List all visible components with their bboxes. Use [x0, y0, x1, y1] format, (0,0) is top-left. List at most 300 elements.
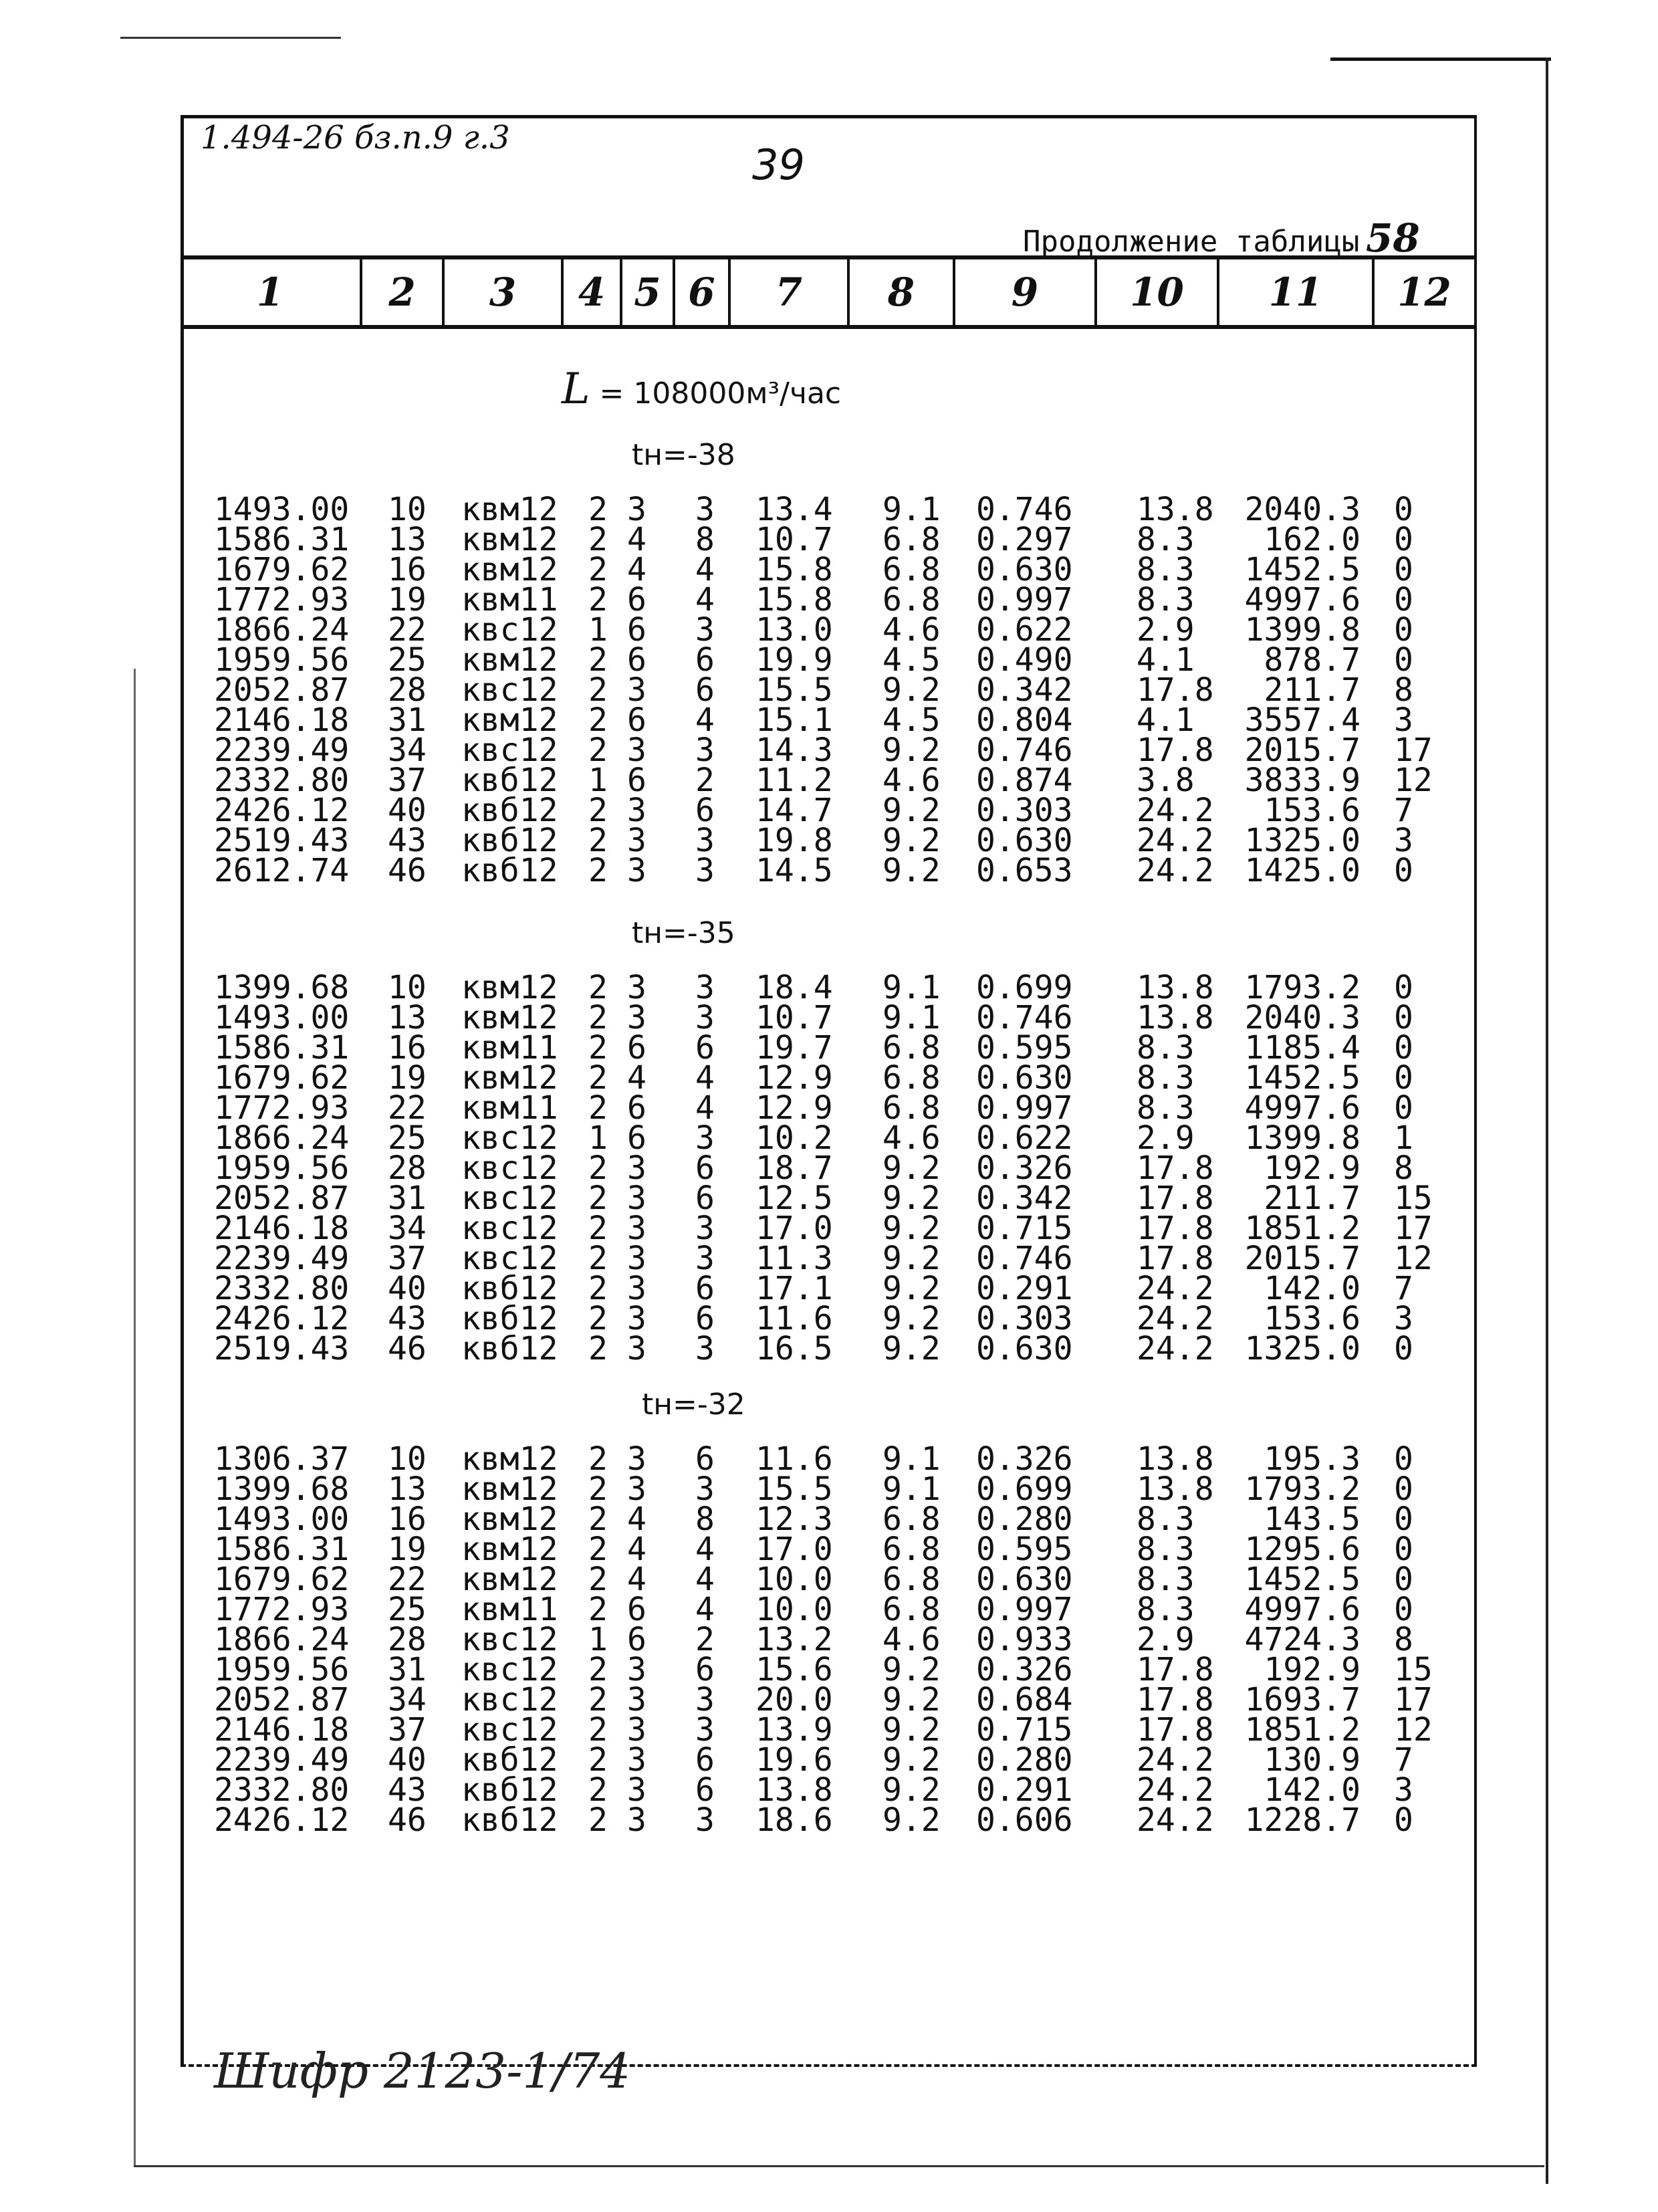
table-cell: 1399.8: [1244, 611, 1360, 649]
table-cell: 4: [695, 1591, 715, 1628]
table-cell: 9.2: [882, 1801, 941, 1839]
table-cell: 2015.7: [1244, 1240, 1360, 1277]
table-cell: 3: [627, 1210, 646, 1247]
table-cell: 1: [588, 1119, 608, 1157]
table-cell: 17.0: [755, 1531, 833, 1568]
table-cell: 1851.2: [1244, 1210, 1360, 1247]
table-cell: квс12: [461, 1149, 558, 1187]
section-label: tн=-35: [632, 916, 735, 950]
table-cell: 37: [388, 1711, 427, 1749]
table-cell: 0.997: [976, 581, 1073, 619]
table-cell: 2: [588, 852, 608, 889]
table-cell: 9.2: [882, 1771, 941, 1809]
table-cell: 0.280: [976, 1741, 1073, 1779]
table-cell: 142.0: [1264, 1771, 1360, 1809]
table-cell: 2: [588, 1300, 608, 1337]
table-cell: 6: [627, 611, 646, 649]
table-cell: 153.6: [1264, 1300, 1360, 1337]
column-header: 2: [362, 259, 445, 325]
table-cell: квм11: [461, 1029, 558, 1067]
table-cell: 9.2: [882, 1741, 941, 1779]
column-header: 7: [731, 259, 850, 325]
table-cell: 4: [695, 551, 715, 588]
table-cell: 17: [1394, 732, 1433, 769]
table-cell: 6: [627, 581, 646, 619]
table-cell: 10: [388, 1440, 427, 1478]
table-cell: 1772.93: [214, 1089, 350, 1127]
table-cell: 1325.0: [1244, 1330, 1360, 1367]
table-cell: 9.1: [882, 999, 941, 1036]
table-cell: квм12: [461, 551, 558, 588]
table-cell: 1306.37: [214, 1440, 350, 1478]
continuation-label: Продолжение таблицы: [1023, 225, 1360, 259]
table-cell: 0: [1394, 551, 1413, 588]
table-cell: 8.3: [1137, 1059, 1195, 1097]
table-cell: 6: [695, 1029, 715, 1067]
table-cell: квб12: [461, 1300, 558, 1337]
table-cell: 12: [1394, 1711, 1433, 1749]
table-cell: 13.9: [755, 1711, 833, 1749]
table-cell: 2146.18: [214, 1210, 350, 1247]
table-cell: квм12: [461, 969, 558, 1006]
table-cell: 0.622: [976, 1119, 1073, 1157]
table-cell: 8: [1394, 671, 1413, 709]
table-cell: 6: [695, 1741, 715, 1779]
column-header: 3: [445, 259, 564, 325]
table-cell: 6.8: [882, 1531, 941, 1568]
table-cell: 3: [695, 1470, 715, 1508]
table-cell: 0: [1394, 1531, 1413, 1568]
table-cell: 0.291: [976, 1270, 1073, 1307]
table-cell: 1851.2: [1244, 1711, 1360, 1749]
table-cell: 25: [388, 1119, 427, 1157]
table-cell: 2: [695, 762, 715, 799]
table-cell: 24.2: [1137, 1270, 1214, 1307]
table-cell: 8.3: [1137, 1089, 1195, 1127]
table-cell: 2: [588, 1089, 608, 1127]
table-cell: 2052.87: [214, 1180, 350, 1217]
table-cell: 13: [388, 521, 427, 558]
table-cell: 4997.6: [1244, 1089, 1360, 1127]
table-cell: 3: [695, 1119, 715, 1157]
table-cell: 2: [588, 1501, 608, 1538]
table-cell: 11.2: [755, 762, 833, 799]
table-cell: 0.342: [976, 1180, 1073, 1217]
table-cell: 0.630: [976, 1330, 1073, 1367]
table-cell: 3: [695, 1801, 715, 1839]
table-cell: 18.4: [755, 969, 833, 1006]
table-cell: 2239.49: [214, 1240, 350, 1277]
table-cell: 195.3: [1264, 1440, 1360, 1478]
table-cell: квс12: [461, 1621, 558, 1658]
table-cell: 14.5: [755, 852, 833, 889]
table-cell: 0.684: [976, 1681, 1073, 1719]
table-cell: 2: [588, 1531, 608, 1568]
table-cell: 3: [1394, 822, 1413, 859]
table-cell: квм11: [461, 1089, 558, 1127]
table-cell: 3: [695, 491, 715, 528]
table-cell: 0: [1394, 999, 1413, 1036]
table-cell: 2: [588, 1180, 608, 1217]
table-cell: квб12: [461, 792, 558, 829]
table-cell: 15: [1394, 1180, 1433, 1217]
table-cell: 6: [695, 671, 715, 709]
table-cell: 6.8: [882, 551, 941, 588]
table-cell: 1493.00: [214, 999, 350, 1036]
table-cell: 0.280: [976, 1501, 1073, 1538]
table-cell: 6: [627, 1089, 646, 1127]
table-cell: 40: [388, 1741, 427, 1779]
table-cell: 4997.6: [1244, 1591, 1360, 1628]
table-cell: 6.8: [882, 1591, 941, 1628]
table-cell: 0.997: [976, 1089, 1073, 1127]
table-cell: 1295.6: [1244, 1531, 1360, 1568]
right-edge-line: [1546, 58, 1548, 2184]
table-cell: 4724.3: [1244, 1621, 1360, 1658]
table-cell: 18.7: [755, 1149, 833, 1187]
table-cell: 1693.7: [1244, 1681, 1360, 1719]
table-cell: 7: [1394, 1270, 1413, 1307]
table-cell: 3557.4: [1244, 701, 1360, 739]
table-cell: 1452.5: [1244, 1059, 1360, 1097]
table-cell: 0: [1394, 521, 1413, 558]
table-cell: 24.2: [1137, 1801, 1214, 1839]
table-cell: 4: [627, 1501, 646, 1538]
table-cell: 3: [695, 1240, 715, 1277]
table-cell: 3: [627, 792, 646, 829]
table-cell: 2: [588, 1240, 608, 1277]
table-cell: 8: [695, 1501, 715, 1538]
table-cell: 2: [588, 1651, 608, 1688]
table-cell: 2: [588, 822, 608, 859]
table-cell: 0.303: [976, 1300, 1073, 1337]
table-cell: 6: [695, 641, 715, 679]
table-cell: 9.2: [882, 822, 941, 859]
table-cell: 3: [695, 1681, 715, 1719]
table-cell: 0.291: [976, 1771, 1073, 1809]
table-cell: 8.3: [1137, 551, 1195, 588]
table-cell: 3.8: [1137, 762, 1195, 799]
table-cell: 43: [388, 822, 427, 859]
table-cell: 4: [695, 581, 715, 619]
table-cell: 13.8: [1137, 999, 1214, 1036]
table-cell: 15.6: [755, 1651, 833, 1688]
table-cell: 0.326: [976, 1149, 1073, 1187]
table-cell: 0.342: [976, 671, 1073, 709]
table-cell: 211.7: [1264, 1180, 1360, 1217]
table-cell: квб12: [461, 822, 558, 859]
table-cell: 8: [1394, 1149, 1413, 1187]
table-cell: 2: [588, 641, 608, 679]
table-cell: 4: [695, 701, 715, 739]
table-cell: 2040.3: [1244, 999, 1360, 1036]
table-cell: 1793.2: [1244, 969, 1360, 1006]
table-cell: 0: [1394, 1561, 1413, 1598]
table-cell: 2: [588, 999, 608, 1036]
table-cell: квм12: [461, 1059, 558, 1097]
table-cell: 9.2: [882, 1270, 941, 1307]
table-cell: 1586.31: [214, 521, 350, 558]
table-cell: 0.606: [976, 1801, 1073, 1839]
table-cell: 4: [695, 1059, 715, 1097]
table-cell: 0.746: [976, 491, 1073, 528]
table-cell: 2: [588, 1149, 608, 1187]
table-cell: 1325.0: [1244, 822, 1360, 859]
table-cell: 17.8: [1137, 1711, 1214, 1749]
table-cell: 0: [1394, 852, 1413, 889]
table-cell: 3: [627, 1470, 646, 1508]
table-cell: 4.1: [1137, 701, 1195, 739]
table-cell: 0.804: [976, 701, 1073, 739]
table-cell: 3: [695, 1711, 715, 1749]
table-cell: квс12: [461, 732, 558, 769]
table-cell: 2015.7: [1244, 732, 1360, 769]
table-cell: 46: [388, 1330, 427, 1367]
table-cell: 1866.24: [214, 611, 350, 649]
table-cell: квм12: [461, 999, 558, 1036]
table-cell: квб12: [461, 1801, 558, 1839]
table-cell: 3: [695, 999, 715, 1036]
table-cell: 2: [588, 1330, 608, 1367]
table-cell: 9.2: [882, 1300, 941, 1337]
table-cell: 1452.5: [1244, 1561, 1360, 1598]
table-cell: 19.7: [755, 1029, 833, 1067]
section-label: tн=-32: [642, 1388, 745, 1422]
table-cell: 0: [1394, 611, 1413, 649]
table-cell: 0: [1394, 1801, 1413, 1839]
table-cell: 10: [388, 491, 427, 528]
table-cell: 6: [627, 762, 646, 799]
table-cell: 0: [1394, 1591, 1413, 1628]
table-cell: 2332.80: [214, 1270, 350, 1307]
table-cell: квс12: [461, 1651, 558, 1688]
formula-value: = 108000м³/час: [599, 376, 842, 411]
table-cell: 8.3: [1137, 1501, 1195, 1538]
table-cell: 3: [695, 852, 715, 889]
table-cell: 3: [695, 1210, 715, 1247]
table-cell: 0.630: [976, 1059, 1073, 1097]
table-cell: 9.1: [882, 1440, 941, 1478]
table-cell: 1: [588, 611, 608, 649]
table-cell: 22: [388, 611, 427, 649]
table-cell: 12.3: [755, 1501, 833, 1538]
table-cell: 1399.68: [214, 969, 350, 1006]
table-cell: 13.8: [1137, 1440, 1214, 1478]
table-cell: 17.8: [1137, 671, 1214, 709]
formula-symbol: L: [562, 364, 590, 414]
table-cell: 2.9: [1137, 611, 1195, 649]
table-cell: 1959.56: [214, 641, 350, 679]
table-cell: 6: [627, 1029, 646, 1067]
table-cell: 22: [388, 1561, 427, 1598]
table-cell: 1185.4: [1244, 1029, 1360, 1067]
table-cell: квс12: [461, 671, 558, 709]
table-cell: 2146.18: [214, 701, 350, 739]
table-cell: 0: [1394, 581, 1413, 619]
table-cell: 9.2: [882, 1210, 941, 1247]
table-cell: 19.6: [755, 1741, 833, 1779]
table-cell: 0.715: [976, 1210, 1073, 1247]
table-cell: 1: [1394, 1119, 1413, 1157]
table-cell: 1586.31: [214, 1029, 350, 1067]
table-cell: 11.6: [755, 1440, 833, 1478]
table-cell: 10.2: [755, 1119, 833, 1157]
table-cell: 2: [588, 1681, 608, 1719]
table-cell: 1679.62: [214, 551, 350, 588]
table-cell: 9.2: [882, 1180, 941, 1217]
table-cell: 2: [588, 1270, 608, 1307]
table-cell: 1425.0: [1244, 852, 1360, 889]
table-cell: 1772.93: [214, 1591, 350, 1628]
flow-rate-formula: [562, 364, 841, 414]
table-cell: 13.8: [755, 1771, 833, 1809]
table-cell: 0.933: [976, 1621, 1073, 1658]
table-cell: 17.0: [755, 1210, 833, 1247]
table-cell: 2: [588, 1440, 608, 1478]
table-cell: квм12: [461, 1470, 558, 1508]
table-cell: 4.1: [1137, 641, 1195, 679]
table-cell: 2: [588, 491, 608, 528]
table-cell: 3: [627, 1270, 646, 1307]
column-header-row: [181, 255, 1474, 329]
table-cell: 1772.93: [214, 581, 350, 619]
table-cell: 13.8: [1137, 1470, 1214, 1508]
column-header: 8: [850, 259, 955, 325]
table-cell: 13.8: [1137, 969, 1214, 1006]
table-cell: 0: [1394, 1029, 1413, 1067]
table-cell: 2332.80: [214, 762, 350, 799]
table-cell: 142.0: [1264, 1270, 1360, 1307]
table-cell: 192.9: [1264, 1149, 1360, 1187]
table-cell: 24.2: [1137, 1771, 1214, 1809]
table-cell: 10: [388, 969, 427, 1006]
table-cell: 2: [588, 792, 608, 829]
table-cell: 19: [388, 1531, 427, 1568]
table-cell: квс12: [461, 1119, 558, 1157]
table-cell: 1866.24: [214, 1621, 350, 1658]
table-cell: 16: [388, 1501, 427, 1538]
table-cell: 13.4: [755, 491, 833, 528]
table-cell: квм12: [461, 1501, 558, 1538]
table-cell: 0.595: [976, 1531, 1073, 1568]
table-cell: 12.5: [755, 1180, 833, 1217]
table-cell: 3: [627, 1771, 646, 1809]
table-cell: 1959.56: [214, 1651, 350, 1688]
table-cell: квс12: [461, 1180, 558, 1217]
table-cell: 2: [588, 1470, 608, 1508]
table-cell: 3: [627, 732, 646, 769]
table-cell: 2: [588, 1029, 608, 1067]
table-cell: 2.9: [1137, 1119, 1195, 1157]
table-cell: 17.8: [1137, 1681, 1214, 1719]
table-cell: квм11: [461, 1591, 558, 1628]
table-cell: 17.8: [1137, 1240, 1214, 1277]
table-cell: 46: [388, 1801, 427, 1839]
table-cell: 6: [695, 1149, 715, 1187]
table-cell: 3: [627, 491, 646, 528]
table-cell: 4: [627, 1059, 646, 1097]
table-cell: 4: [695, 1089, 715, 1127]
table-cell: 15.1: [755, 701, 833, 739]
table-cell: 0: [1394, 1501, 1413, 1538]
table-cell: 12: [1394, 762, 1433, 799]
table-cell: квм12: [461, 491, 558, 528]
table-cell: 19: [388, 581, 427, 619]
table-cell: 2: [588, 581, 608, 619]
table-cell: 3: [695, 611, 715, 649]
table-cell: 2519.43: [214, 822, 350, 859]
table-cell: 3: [627, 1300, 646, 1337]
table-cell: 37: [388, 762, 427, 799]
table-cell: 17: [1394, 1210, 1433, 1247]
table-cell: 13: [388, 999, 427, 1036]
table-cell: 0.326: [976, 1440, 1073, 1478]
column-header: 10: [1097, 259, 1219, 325]
table-cell: 1399.68: [214, 1470, 350, 1508]
table-cell: 2426.12: [214, 1801, 350, 1839]
table-cell: 15.5: [755, 671, 833, 709]
table-cell: 24.2: [1137, 1300, 1214, 1337]
table-cell: 0.303: [976, 792, 1073, 829]
table-cell: 2: [588, 671, 608, 709]
table-cell: 3: [627, 969, 646, 1006]
table-cell: 0.630: [976, 1561, 1073, 1598]
table-cell: 9.2: [882, 1681, 941, 1719]
table-cell: 3: [1394, 1771, 1413, 1809]
table-cell: 8.3: [1137, 1591, 1195, 1628]
table-cell: 0: [1394, 641, 1413, 679]
table-cell: квм12: [461, 701, 558, 739]
page-number: 39: [752, 140, 805, 189]
table-cell: 6: [627, 1591, 646, 1628]
table-cell: 9.1: [882, 1470, 941, 1508]
table-cell: квб12: [461, 1771, 558, 1809]
table-cell: 0: [1394, 1330, 1413, 1367]
table-cell: квс12: [461, 611, 558, 649]
table-cell: 4: [627, 551, 646, 588]
table-cell: 4: [695, 1561, 715, 1598]
table-cell: квб12: [461, 762, 558, 799]
table-cell: 0.630: [976, 822, 1073, 859]
table-cell: 25: [388, 1591, 427, 1628]
table-cell: 28: [388, 1149, 427, 1187]
table-cell: 3: [627, 1180, 646, 1217]
table-cell: 17: [1394, 1681, 1433, 1719]
table-cell: 15.5: [755, 1470, 833, 1508]
top-edge-line: [120, 37, 341, 39]
table-cell: 3: [1394, 701, 1413, 739]
table-cell: 162.0: [1264, 521, 1360, 558]
table-cell: 11.3: [755, 1240, 833, 1277]
table-cell: 2.9: [1137, 1621, 1195, 1658]
table-cell: 25: [388, 641, 427, 679]
table-cell: 0.653: [976, 852, 1073, 889]
table-cell: 2: [588, 1771, 608, 1809]
table-cell: 6.8: [882, 1089, 941, 1127]
table-cell: 1493.00: [214, 491, 350, 528]
table-cell: 31: [388, 1180, 427, 1217]
table-cell: 8: [695, 521, 715, 558]
table-cell: 9.2: [882, 1651, 941, 1688]
table-cell: 2239.49: [214, 732, 350, 769]
table-cell: 15: [1394, 1651, 1433, 1688]
table-cell: 8.3: [1137, 521, 1195, 558]
table-cell: 1679.62: [214, 1561, 350, 1598]
table-cell: 28: [388, 671, 427, 709]
table-cell: 0.997: [976, 1591, 1073, 1628]
table-cell: квм12: [461, 521, 558, 558]
table-cell: 2: [588, 1210, 608, 1247]
